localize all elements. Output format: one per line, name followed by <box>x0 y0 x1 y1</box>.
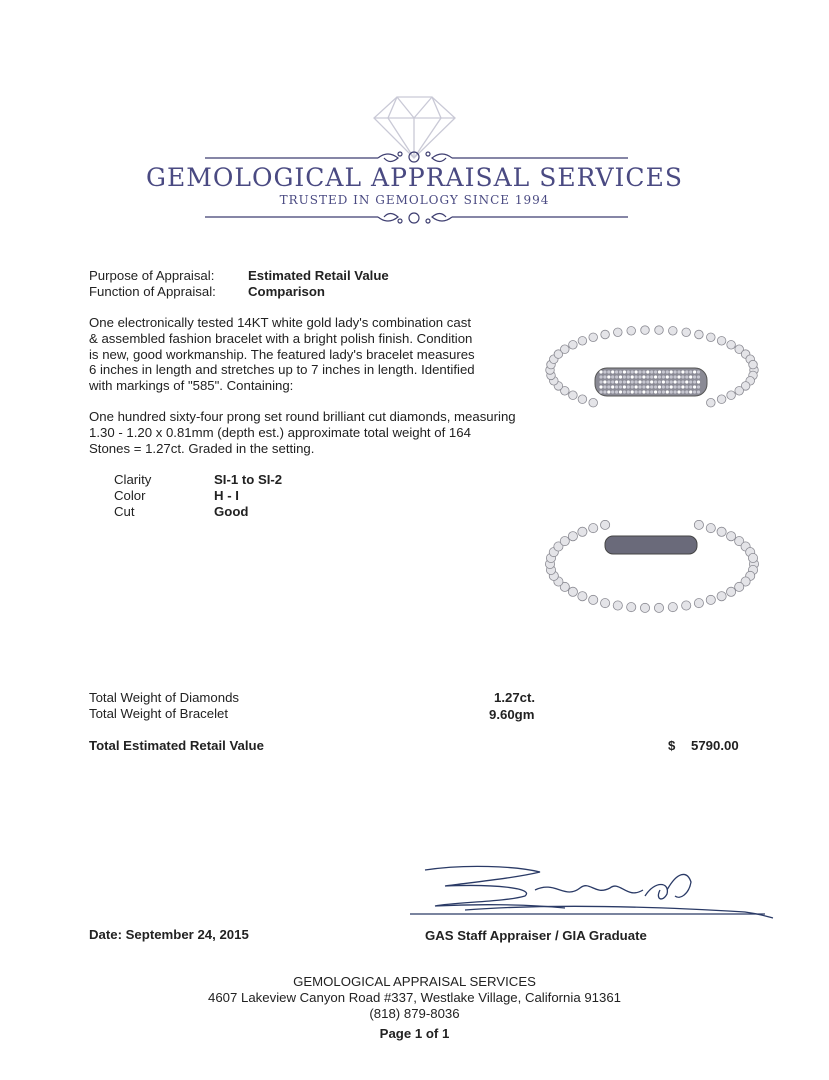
bead <box>589 398 598 407</box>
pave-stone <box>599 375 602 378</box>
pave-stone <box>670 390 673 393</box>
pave-stone <box>677 380 680 383</box>
pave-stone <box>650 385 653 388</box>
pave-stone <box>658 385 661 388</box>
pave-stone <box>646 380 649 383</box>
pave-stone <box>631 385 634 388</box>
footer-address: 4607 Lakeview Canyon Road #337, Westlake Village, California 91361 <box>208 990 621 1005</box>
pave-stone <box>599 390 602 393</box>
pave-stone <box>677 385 680 388</box>
pave-stone <box>607 390 610 393</box>
pave-stone <box>685 385 688 388</box>
signature-date: Date: September 24, 2015 <box>89 927 249 942</box>
pave-stone <box>685 390 688 393</box>
pave-stone <box>658 375 661 378</box>
pave-stone <box>638 380 641 383</box>
pave-stone <box>619 370 622 373</box>
pave-stone <box>666 380 669 383</box>
bracelet-photo-back <box>540 520 765 625</box>
bead <box>627 327 636 336</box>
bead <box>694 520 703 529</box>
pave-stone <box>642 370 645 373</box>
pave-stone <box>619 390 622 393</box>
brand-name: GEMOLOGICAL APPRAISAL SERVICES <box>146 163 683 192</box>
diamonds-line: One hundred sixty-four prong set round brilliant cut diamonds, measuring <box>89 409 516 424</box>
pave-stone <box>635 385 638 388</box>
appraiser-title: GAS Staff Appraiser / GIA Graduate <box>425 928 647 943</box>
pave-stone <box>631 370 634 373</box>
pave-stone <box>623 370 626 373</box>
bead <box>735 387 744 396</box>
pave-stone <box>681 375 684 378</box>
bead <box>613 601 622 610</box>
bead <box>560 537 569 546</box>
bead <box>654 603 663 612</box>
bead <box>578 337 587 346</box>
bead <box>717 592 726 601</box>
description-line: is new, good workmanship. The featured lady's bracelet measures <box>89 346 475 362</box>
bead <box>735 582 744 591</box>
bead <box>669 327 678 336</box>
bead <box>717 527 726 536</box>
pave-stone <box>607 385 610 388</box>
pave-stone <box>650 390 653 393</box>
pave-stone <box>631 380 634 383</box>
bead <box>569 391 578 400</box>
pave-stone <box>685 380 688 383</box>
bead <box>727 587 736 596</box>
clarity-label: Clarity <box>114 472 152 487</box>
pave-stone <box>689 380 692 383</box>
pave-stone <box>627 385 630 388</box>
bead <box>614 328 623 337</box>
bead <box>578 395 587 404</box>
bead <box>727 341 736 350</box>
bead <box>707 333 716 342</box>
pave-stone <box>670 375 673 378</box>
pave-stone <box>685 375 688 378</box>
description-line: One electronically tested 14KT white gold lady's combination cast <box>89 315 471 330</box>
pave-stone <box>693 370 696 373</box>
pave-stone <box>654 370 657 373</box>
pave-stone <box>677 370 680 373</box>
pave-stone <box>603 370 606 373</box>
retail-value-label: Total Estimated Retail Value <box>89 738 264 753</box>
pave-stone <box>650 370 653 373</box>
pave-stone <box>697 375 700 378</box>
color-value: H - I <box>214 488 239 503</box>
pave-stone <box>685 370 688 373</box>
bead <box>568 587 577 596</box>
pave-stone <box>693 375 696 378</box>
pave-stone <box>623 380 626 383</box>
pave-stone <box>681 380 684 383</box>
pave-stone <box>635 375 638 378</box>
pave-stone <box>623 375 626 378</box>
pave-stone <box>658 370 661 373</box>
purpose-value: Estimated Retail Value <box>248 268 389 283</box>
pave-stone <box>615 370 618 373</box>
bead <box>655 326 664 335</box>
pave-stone <box>689 370 692 373</box>
pave-stone <box>603 390 606 393</box>
pave-stone <box>646 370 649 373</box>
pave-stone <box>603 385 606 388</box>
pave-stone <box>697 380 700 383</box>
bead <box>682 601 691 610</box>
function-label: Function of Appraisal: <box>89 284 216 299</box>
pave-stone <box>635 370 638 373</box>
pave-stone <box>662 385 665 388</box>
pave-stone <box>689 390 692 393</box>
pave-stone <box>607 370 610 373</box>
pave-stone <box>662 390 665 393</box>
total-bracelet-label: Total Weight of Bracelet <box>89 706 229 721</box>
pave-stone <box>674 380 677 383</box>
pave-stone <box>607 380 610 383</box>
pave-stone <box>693 390 696 393</box>
pave-stone <box>666 390 669 393</box>
pave-stone <box>670 370 673 373</box>
pave-stone <box>619 385 622 388</box>
bead <box>695 330 704 339</box>
pave-stone <box>666 375 669 378</box>
description-line: with markings of "585". Containing: <box>89 378 294 394</box>
purpose-label: Purpose of Appraisal: <box>89 268 215 283</box>
bead <box>727 532 736 541</box>
bead <box>601 330 610 339</box>
pave-stone <box>674 385 677 388</box>
bead <box>578 592 587 601</box>
pave-stone <box>627 390 630 393</box>
bead <box>561 345 570 354</box>
pave-stone <box>666 385 669 388</box>
pave-stone <box>611 390 614 393</box>
footer-company: GEMOLOGICAL APPRAISAL SERVICES <box>293 974 536 989</box>
pave-stone <box>658 380 661 383</box>
pave-stone <box>681 390 684 393</box>
pave-stone <box>674 370 677 373</box>
pave-stone <box>650 375 653 378</box>
footer-phone: (818) 879-8036 <box>369 1006 460 1021</box>
pave-stone <box>603 380 606 383</box>
currency-symbol: $ <box>668 738 676 753</box>
description-paragraph <box>89 315 529 394</box>
pave-stone <box>615 390 618 393</box>
pave-stone <box>689 385 692 388</box>
retail-value: 5790.00 <box>691 738 739 753</box>
pave-stone <box>654 375 657 378</box>
pave-stone <box>654 390 657 393</box>
pave-stone <box>697 370 700 373</box>
pave-stone <box>611 385 614 388</box>
bead <box>706 595 715 604</box>
pave-stone <box>642 390 645 393</box>
bracelet-photo-front <box>540 318 765 428</box>
pave-stone <box>674 375 677 378</box>
pave-stone <box>666 370 669 373</box>
pave-stone <box>611 375 614 378</box>
bead <box>749 360 758 369</box>
pave-stone <box>662 370 665 373</box>
pave-stone <box>635 380 638 383</box>
pave-stone <box>615 375 618 378</box>
bead <box>589 333 598 342</box>
pave-stone <box>607 375 610 378</box>
pave-stone <box>631 375 634 378</box>
pave-stone <box>635 390 638 393</box>
pave-stone <box>623 390 626 393</box>
pave-stone <box>681 385 684 388</box>
pave-stone <box>662 380 665 383</box>
pave-stone <box>638 385 641 388</box>
pave-stone <box>611 370 614 373</box>
bead <box>568 532 577 541</box>
pave-stone <box>693 380 696 383</box>
bead <box>668 603 677 612</box>
diamonds-line: 1.30 - 1.20 x 0.81mm (depth est.) approximate total weight of 164 <box>89 424 471 440</box>
bead <box>578 527 587 536</box>
pave-stone <box>670 385 673 388</box>
pave-stone <box>681 370 684 373</box>
bead <box>717 395 726 404</box>
description-line: & assembled fashion bracelet with a bright polish finish. Condition <box>89 330 473 346</box>
pave-stone <box>638 370 641 373</box>
bottom-ornament <box>205 213 628 223</box>
pave-stone <box>599 370 602 373</box>
pave-stone <box>627 375 630 378</box>
bead <box>589 595 598 604</box>
pave-stone <box>677 390 680 393</box>
pave-stone <box>670 380 673 383</box>
pave-stone <box>627 380 630 383</box>
bead <box>601 599 610 608</box>
pave-stone <box>611 380 614 383</box>
pave-stone <box>693 385 696 388</box>
pave-stone <box>603 375 606 378</box>
pave-stone <box>638 375 641 378</box>
pave-stone <box>658 390 661 393</box>
pave-stone <box>599 385 602 388</box>
cut-value: Good <box>214 504 249 519</box>
brand-tagline: TRUSTED IN GEMOLOGY SINCE 1994 <box>279 193 550 207</box>
total-diamonds-label: Total Weight of Diamonds <box>89 690 240 705</box>
pave-stone <box>646 385 649 388</box>
pave-stone <box>646 375 649 378</box>
pave-stone <box>697 385 700 388</box>
pave-stone <box>642 375 645 378</box>
bead <box>727 391 736 400</box>
pave-stone <box>631 390 634 393</box>
bead <box>706 524 715 533</box>
bead <box>627 603 636 612</box>
pave-stone <box>650 380 653 383</box>
pave-stone <box>654 380 657 383</box>
function-value: Comparison <box>248 284 325 299</box>
pave-stone <box>623 385 626 388</box>
pave-stone <box>627 370 630 373</box>
footer-page-number: Page 1 of 1 <box>379 1026 450 1041</box>
bead <box>707 398 716 407</box>
color-label: Color <box>114 488 146 503</box>
bead <box>641 326 650 335</box>
pave-stone <box>689 375 692 378</box>
signature <box>405 860 775 925</box>
total-bracelet-value: 9.60gm <box>489 707 535 722</box>
bead <box>601 520 610 529</box>
pave-stone <box>642 385 645 388</box>
bead <box>748 553 757 562</box>
total-diamonds-value: 1.27ct. <box>494 690 536 705</box>
cut-label: Cut <box>114 504 135 519</box>
diamonds-line: Stones = 1.27ct. Graded in the setting. <box>89 440 315 456</box>
pave-stone <box>646 390 649 393</box>
pave-stone <box>619 375 622 378</box>
description-line: 6 inches in length and stretches up to 7 inches in length. Identified <box>89 362 475 378</box>
diamond-icon <box>374 97 455 158</box>
clarity-value: SI-1 to SI-2 <box>214 472 283 487</box>
bead <box>640 603 649 612</box>
pave-stone <box>662 375 665 378</box>
pave-stone <box>697 390 700 393</box>
pave-stone <box>642 380 645 383</box>
bead <box>694 599 703 608</box>
bead <box>589 524 598 533</box>
diamonds-paragraph <box>89 409 529 456</box>
pave-stone <box>654 385 657 388</box>
pave-stone <box>674 390 677 393</box>
pave-stone <box>599 380 602 383</box>
pave-stone <box>615 380 618 383</box>
bead <box>682 328 691 337</box>
bead <box>569 341 578 350</box>
pave-stone <box>619 380 622 383</box>
bead <box>717 337 726 346</box>
pave-stone <box>638 390 641 393</box>
pave-stone <box>677 375 680 378</box>
pave-stone <box>615 385 618 388</box>
